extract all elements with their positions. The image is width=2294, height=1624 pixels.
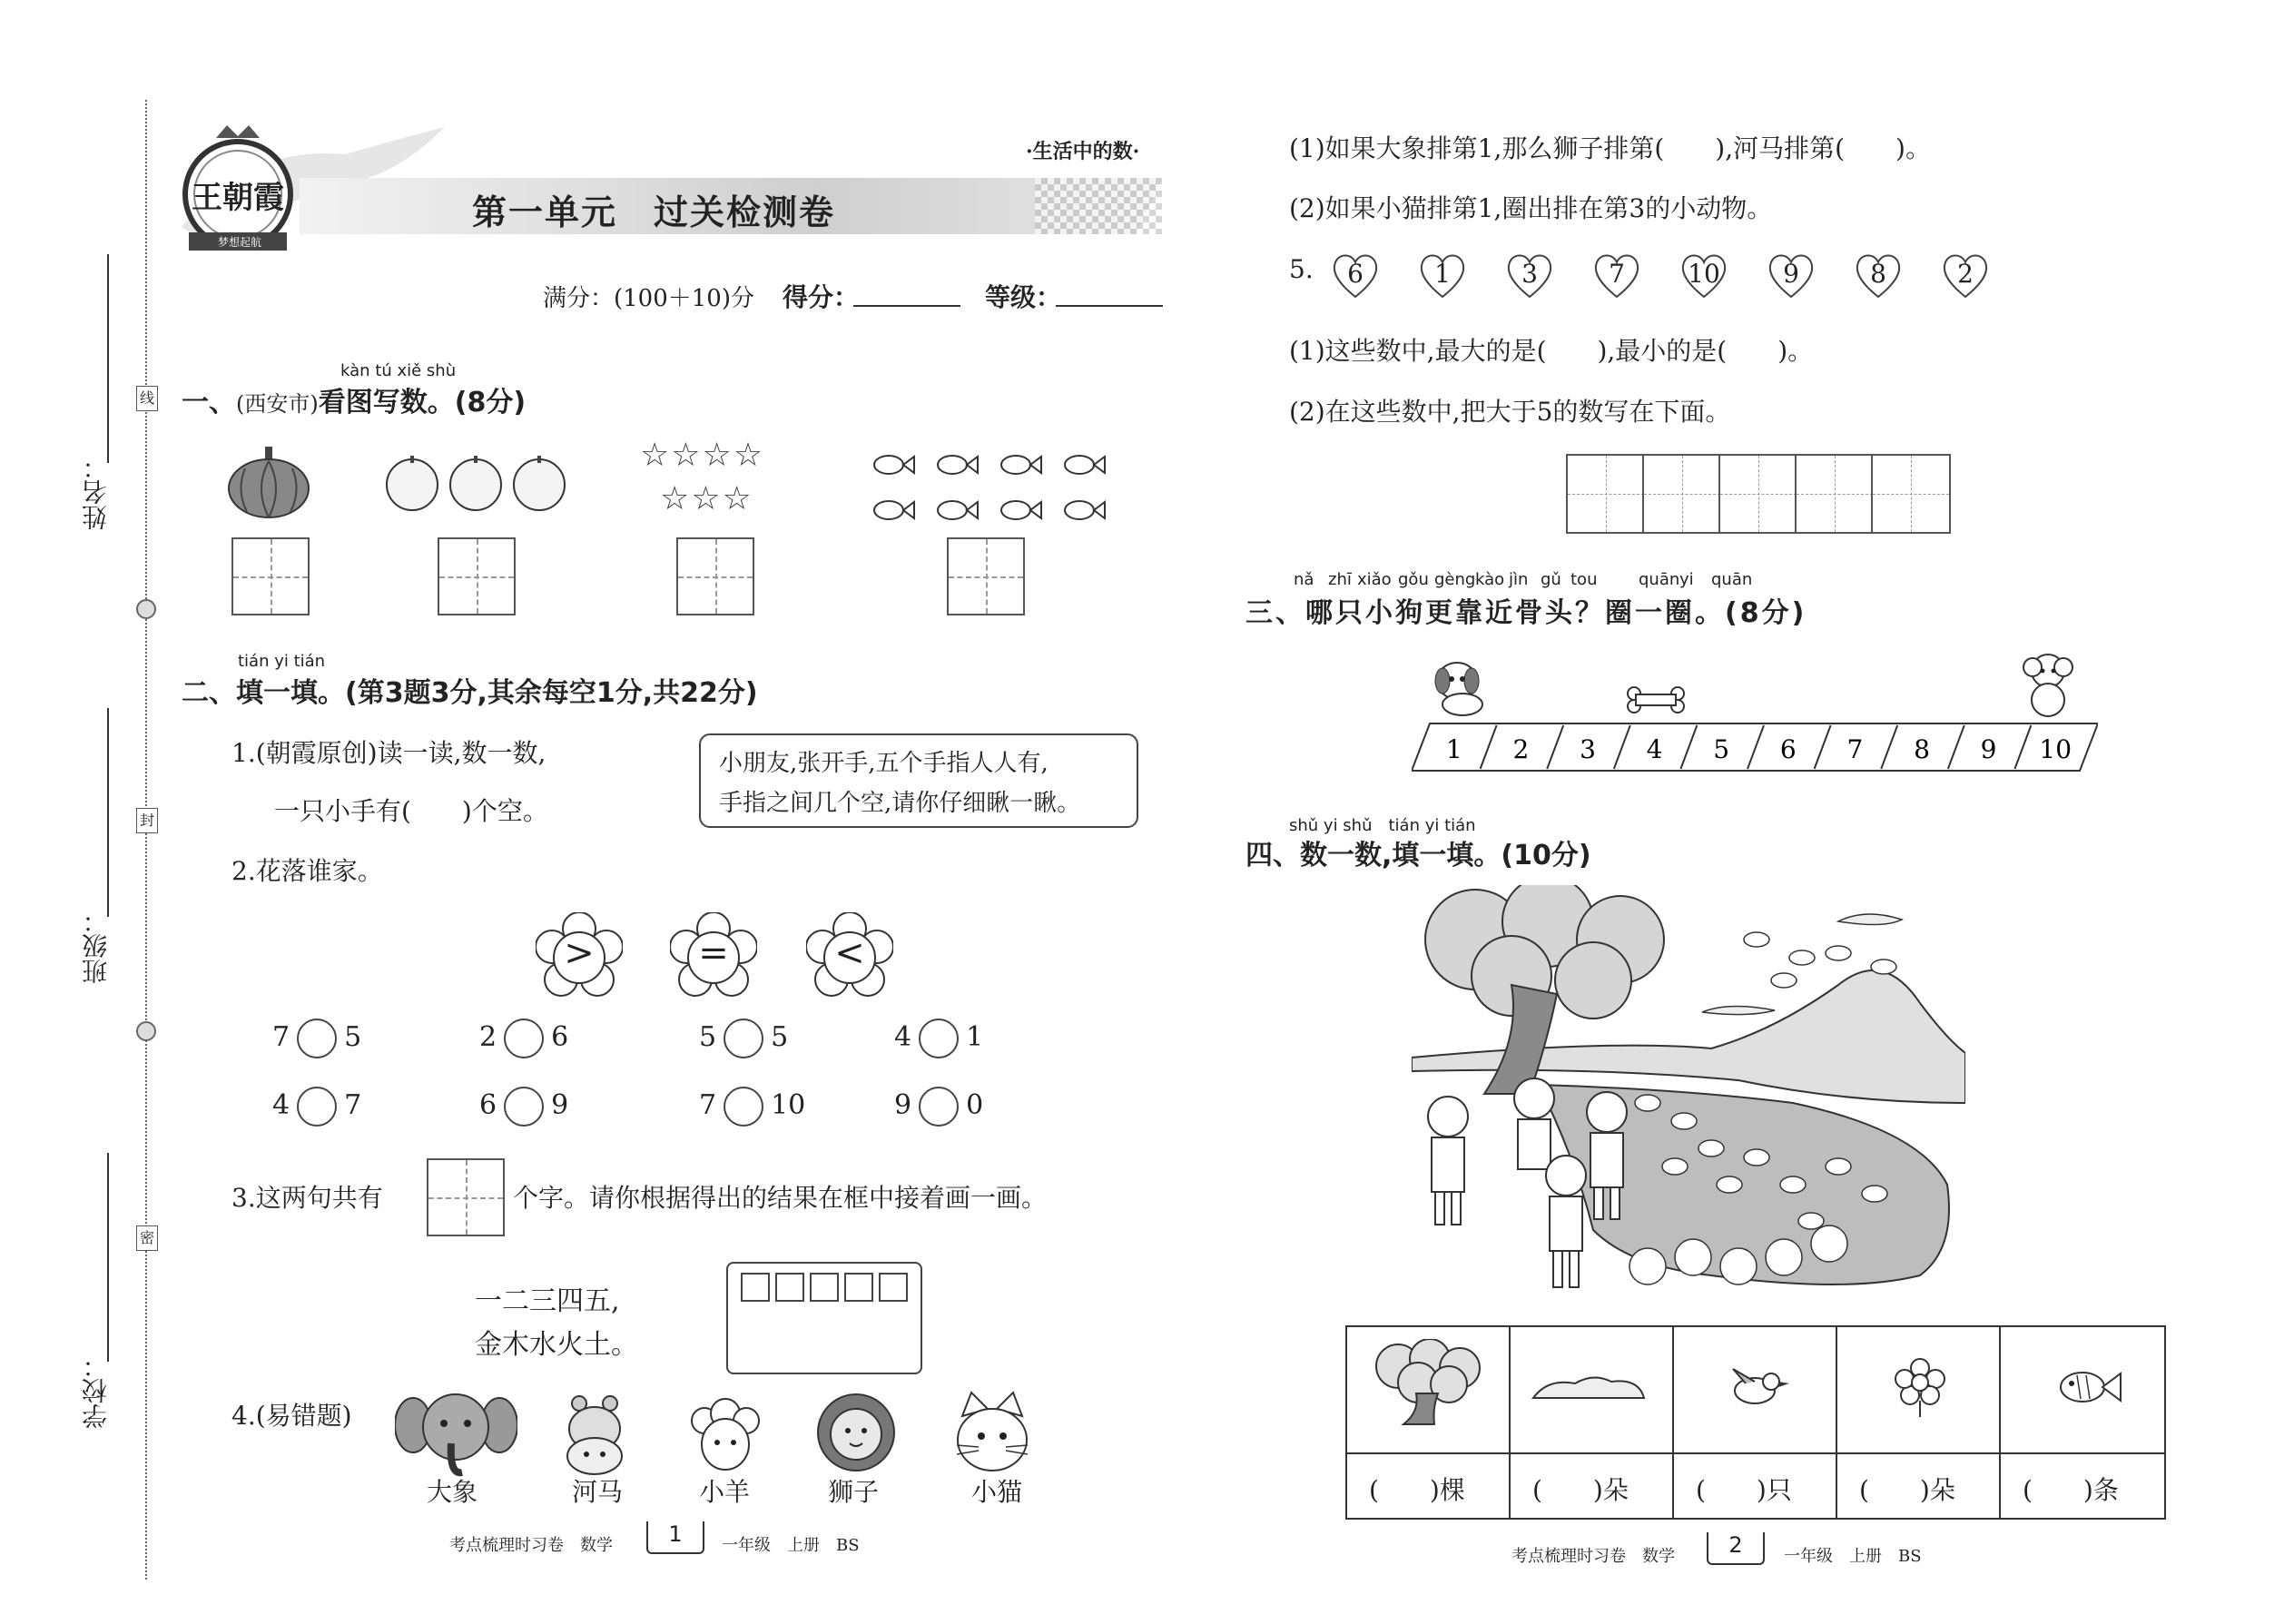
flower-less-symbol: < (834, 932, 865, 974)
compare-circle[interactable] (919, 1019, 959, 1058)
seal-mark-xian: 线 (136, 386, 158, 411)
name-label: 姓名： (81, 454, 111, 530)
heart-number[interactable] (1330, 250, 1381, 300)
binding-hole-icon (136, 1021, 156, 1041)
heart-number[interactable] (1504, 250, 1555, 300)
checker-decoration (1035, 178, 1162, 234)
animal-label-hippo: 河马 (572, 1477, 624, 1507)
compare-left: 6 (479, 1089, 497, 1121)
heart-number[interactable] (1679, 250, 1729, 300)
ruler-number[interactable]: 10 (2039, 734, 2072, 764)
ruler-number[interactable]: 3 (1580, 734, 1596, 764)
q3-pinyin-syllable: gǒu (1398, 570, 1429, 589)
q1-prefix: 一、 (182, 387, 236, 418)
ruler-number[interactable]: 4 (1646, 734, 1663, 764)
footer-right-page-number: 2 (1728, 1532, 1743, 1558)
heart-number-value: 10 (1688, 259, 1720, 289)
compare-circle[interactable] (297, 1019, 337, 1058)
footer-right-book: 考点梳理时习卷 数学 (1511, 1547, 1675, 1566)
q2-item4: 4.(易错题) (231, 1401, 352, 1431)
q2-prefix: 二、 (182, 677, 236, 709)
footer-right-page (1707, 1532, 1765, 1565)
grade-field[interactable] (1056, 305, 1163, 307)
compare-right: 7 (344, 1089, 362, 1121)
ruler-number[interactable]: 5 (1713, 734, 1730, 764)
table-fish-icon (2053, 1366, 2122, 1408)
q1-title: 看图写数。(8分) (318, 387, 527, 418)
compare-circle[interactable] (919, 1087, 959, 1127)
heart-number-value: 8 (1870, 259, 1886, 289)
q2-item3-after: 个字。请你根据得出的结果在框中接着画一画。 (513, 1183, 1048, 1213)
q2-5-sub2: (2)在这些数中,把大于5的数写在下面。 (1289, 397, 1731, 427)
animal-label-lion: 狮子 (828, 1477, 880, 1507)
compare-left: 4 (272, 1089, 290, 1121)
q2-pinyin: tián yi tián (238, 652, 326, 671)
binding-line (145, 100, 147, 1580)
ruler-number[interactable]: 6 (1779, 734, 1797, 764)
table-flower-icon (1888, 1357, 1952, 1417)
q4-pinyin: shǔ yi shǔ tián yi tián (1289, 816, 1476, 835)
drawn-squares (741, 1273, 908, 1305)
q2-item1-line1: 1.(朝霞原创)读一读,数一数, (231, 738, 546, 768)
heart-number-value: 1 (1434, 259, 1451, 289)
q2-4-sub1: (1)如果大象排第1,那么狮子排第( ),河马排第( )。 (1289, 133, 1931, 163)
fish-icon (874, 501, 914, 519)
compare-row-1 (272, 1019, 1089, 1064)
q4-heading (1245, 832, 1591, 872)
rhyme-line2: 手指之间几个空,请你仔细瞅一瞅。 (719, 790, 1081, 817)
seal-mark-mi: 密 (136, 1225, 158, 1251)
score-label: 得分： (783, 282, 860, 312)
school-underline (107, 1153, 109, 1362)
compare-right: 10 (771, 1089, 806, 1121)
apple-icons (381, 454, 572, 512)
q3-pinyin-syllable: gèng (1434, 570, 1476, 589)
compare-left: 2 (479, 1021, 497, 1053)
table-column-divider (1836, 1325, 1837, 1518)
q4-title: 数一数,填一填。(10分) (1300, 840, 1591, 871)
compare-row-2 (272, 1087, 1089, 1132)
fish-icons (858, 445, 1112, 536)
flower-equal (670, 912, 757, 999)
sheep-icon (686, 1393, 764, 1475)
q1-answer-box-3[interactable] (676, 537, 754, 615)
ruler-number[interactable]: 1 (1445, 734, 1462, 764)
heart-number-value: 7 (1609, 259, 1625, 289)
compare-right: 5 (771, 1021, 789, 1053)
q2-item2: 2.花落谁家。 (231, 856, 383, 886)
q2-heading (182, 670, 758, 710)
heart-number[interactable] (1417, 250, 1468, 300)
q3-pinyin-syllable: quān (1711, 570, 1753, 589)
q3-prefix: 三、 (1245, 597, 1305, 629)
flower-equal-symbol: = (698, 932, 729, 974)
table-unit-birds[interactable]: ( )只 (1696, 1475, 1792, 1505)
rhyme-line1: 小朋友,张开手,五个手指人人有, (719, 750, 1049, 777)
fish-icon (938, 501, 978, 519)
compare-circle[interactable] (724, 1019, 763, 1058)
q1-answer-box-2[interactable] (438, 537, 516, 615)
flower-greater-symbol: > (564, 932, 595, 974)
fish-icon (1065, 456, 1105, 474)
q3-pinyin-syllable: quān (1639, 570, 1680, 589)
q1-pinyin: kàn tú xiě shù (340, 361, 457, 380)
q2-item3-before: 3.这两句共有 (231, 1183, 383, 1213)
q2-5-sub1: (1)这些数中,最大的是( ),最小的是( )。 (1289, 336, 1814, 366)
ruler-number[interactable]: 8 (1914, 734, 1930, 764)
compare-circle[interactable] (724, 1087, 763, 1127)
q2-item3-answer-box[interactable] (427, 1158, 505, 1236)
compare-circle[interactable] (504, 1087, 544, 1127)
heart-number-value: 9 (1783, 259, 1799, 289)
table-column-divider (1672, 1325, 1674, 1518)
q2-item1-line2: 一只小手有( )个空。 (274, 796, 548, 826)
class-underline (107, 708, 109, 917)
heart-number[interactable] (1591, 250, 1642, 300)
q2-4-sub2: (2)如果小猫排第1,圈出排在第3的小动物。 (1289, 193, 1773, 223)
table-tree-icon (1362, 1339, 1493, 1430)
compare-right: 0 (966, 1089, 984, 1121)
animal-label-cat: 小猫 (971, 1477, 1023, 1507)
write-cell[interactable] (1718, 454, 1798, 534)
hippo-icon (563, 1389, 626, 1480)
compare-left: 9 (894, 1089, 912, 1121)
q3-heading (1245, 590, 1807, 630)
name-underline (107, 254, 109, 463)
scene-illustration (1412, 885, 1965, 1303)
write-cell[interactable] (1642, 454, 1722, 534)
heart-number[interactable] (1853, 250, 1904, 300)
ruler-number[interactable]: 2 (1512, 734, 1530, 764)
ruler-number[interactable]: 9 (1980, 734, 1997, 764)
section-tag: ·生活中的数· (1026, 140, 1140, 163)
fish-icon (874, 456, 914, 474)
q1-answer-box-1[interactable] (231, 537, 310, 615)
compare-right: 1 (966, 1021, 984, 1053)
q3-title: 哪只小狗更靠近骨头？圈一圈。(8分) (1305, 597, 1807, 629)
q2-title: 填一填。(第3题3分,其余每空1分,共22分) (236, 677, 758, 709)
q4-prefix: 四、 (1245, 840, 1300, 871)
binding-hole-icon (136, 599, 156, 619)
dog-left-icon (1430, 654, 1493, 719)
q3-pinyin-syllable: nǎ (1294, 570, 1314, 589)
table-unit-trees[interactable]: ( )棵 (1369, 1475, 1465, 1505)
school-label: 学校： (81, 1353, 111, 1429)
footer-left-grade: 一年级 上册 BS (722, 1536, 860, 1555)
bone-icon (1627, 686, 1685, 714)
heart-number-value: 6 (1347, 259, 1364, 289)
class-label: 班级： (81, 908, 111, 984)
poem-line2: 金木水火土。 (475, 1329, 638, 1361)
compare-circle[interactable] (504, 1019, 544, 1058)
compare-left: 7 (272, 1021, 290, 1053)
heart-number[interactable] (1766, 250, 1816, 300)
heart-number-value: 2 (1957, 259, 1974, 289)
table-unit-fish[interactable]: ( )条 (2023, 1475, 2119, 1505)
compare-right: 9 (551, 1089, 569, 1121)
footer-left-book: 考点梳理时习卷 数学 (449, 1536, 613, 1555)
fish-icon (1065, 501, 1105, 519)
fish-icon (938, 456, 978, 474)
grade-label: 等级： (985, 282, 1062, 312)
q3-pinyin-syllable: zhī (1328, 570, 1352, 589)
flower-less (806, 912, 893, 999)
cat-icon (951, 1389, 1033, 1476)
write-cell[interactable] (1566, 454, 1646, 534)
q3-pinyin-syllable: xiǎo (1357, 570, 1392, 589)
heart-number-value: 3 (1521, 259, 1538, 289)
q1-tag: (西安市) (236, 391, 319, 417)
compare-right: 5 (344, 1021, 362, 1053)
table-row-divider (1345, 1452, 2164, 1454)
lion-icon (815, 1389, 897, 1476)
table-cloud-icon (1530, 1369, 1648, 1405)
elephant-icon (395, 1389, 517, 1480)
q3-pinyin-syllable: tou (1570, 570, 1598, 589)
table-unit-clouds[interactable]: ( )朵 (1532, 1475, 1629, 1505)
dog-right-icon (2020, 649, 2076, 720)
score-total: 满分：(100＋10)分 (543, 285, 754, 312)
table-column-divider (1509, 1325, 1511, 1518)
compare-left: 5 (699, 1021, 717, 1053)
star-icons: ☆☆☆☆ ☆☆☆ (640, 437, 765, 517)
q3-pinyin-syllable: gǔ (1541, 570, 1561, 589)
table-column-divider (1999, 1325, 2001, 1518)
footer-left-page-number: 1 (668, 1521, 683, 1547)
write-cell[interactable] (1871, 454, 1951, 534)
fish-icon (1001, 456, 1041, 474)
animal-label-sheep: 小羊 (699, 1477, 751, 1507)
footer-left-page (646, 1521, 704, 1554)
table-bird-icon (1718, 1362, 1791, 1412)
q3-pinyin-syllable: yi (1679, 570, 1694, 589)
q2-5-label: 5. (1289, 254, 1314, 284)
number-ruler (1412, 722, 2098, 773)
pumpkin-icon (227, 445, 310, 519)
q3-pinyin-syllable: jìn (1509, 570, 1529, 589)
footer-right-grade: 一年级 上册 BS (1784, 1547, 1922, 1566)
q1-heading (182, 379, 526, 419)
fish-icon (1001, 501, 1041, 519)
seal-mark-feng: 封 (136, 808, 158, 833)
flower-greater (536, 912, 623, 999)
table-unit-flowers[interactable]: ( )朵 (1859, 1475, 1955, 1505)
score-field[interactable] (853, 305, 960, 307)
compare-right: 6 (551, 1021, 569, 1053)
compare-circle[interactable] (297, 1087, 337, 1127)
logo-text: 王朝霞 (192, 180, 284, 216)
q3-pinyin-syllable: kào (1475, 570, 1505, 589)
write-cell[interactable] (1795, 454, 1875, 534)
heart-number[interactable] (1940, 250, 1991, 300)
page-title: 第一单元 过关检测卷 (472, 192, 836, 232)
q1-answer-box-4[interactable] (947, 537, 1025, 615)
compare-left: 7 (699, 1089, 717, 1121)
poem-line1: 一二三四五, (475, 1285, 620, 1317)
animal-label-elephant: 大象 (427, 1477, 478, 1507)
compare-left: 4 (894, 1021, 912, 1053)
ruler-number[interactable]: 7 (1846, 734, 1864, 764)
logo-sub: 梦想起航 (217, 236, 261, 249)
